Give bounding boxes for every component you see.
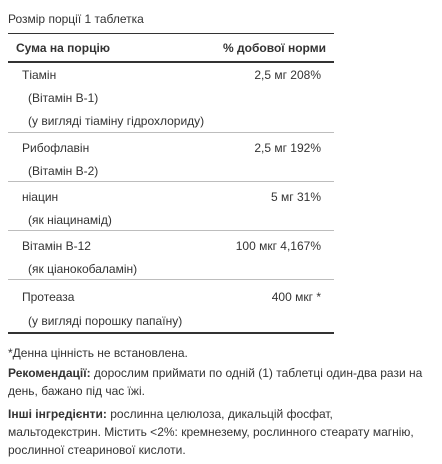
nutrient-value: 2,5 мг 192%	[254, 141, 321, 155]
table-header	[8, 34, 334, 63]
nutrient-sub: (Вітамін В-2)	[28, 164, 99, 178]
nutrient-name: Тіамін	[22, 68, 57, 82]
nutrient-value: 400 мкг *	[271, 290, 321, 304]
nutrient-value: 100 мкг 4,167%	[235, 239, 321, 253]
recommendations-text: дорослим приймати по одній (1) таблетці один-два рази на день, бажано під час їжі.	[8, 366, 423, 398]
header-daily-value: % добової норми	[223, 41, 326, 55]
nutrient-sub: (у вигляді порошку папаїну)	[28, 314, 183, 328]
nutrient-value: 2,5 мг 208%	[254, 68, 321, 82]
nutrient-name: ніацин	[22, 190, 59, 204]
nutrient-sub: (Вітамін В-1)	[28, 91, 99, 105]
nutrient-sub: (як ціанокобаламін)	[28, 262, 138, 276]
ingredients-text: рослинна целюлоза, дикальцій фосфат, мальтодекстрин. Містить <2%: кремнезему, рослинного стеарату магнію, рослинної стеаринової кислоти.	[8, 407, 414, 457]
nutrient-row-riboflavin	[8, 133, 334, 182]
nutrient-row-niacin	[8, 182, 334, 231]
nutrient-name: Протеаза	[22, 290, 75, 304]
other-ingredients	[8, 405, 428, 459]
nutrient-sub: (як ніацинамід)	[28, 213, 112, 227]
nutrient-row-vitamin-b12	[8, 231, 334, 280]
nutrient-row-protease	[8, 280, 334, 334]
daily-value-footnote: *Денна цінність не встановлена.	[8, 346, 188, 360]
nutrient-sub: (у вигляді тіаміну гідрохлориду)	[28, 114, 205, 128]
nutrient-value: 5 мг 31%	[271, 190, 321, 204]
nutrient-row-thiamin	[8, 61, 334, 133]
recommendations-label: Рекомендації:	[8, 366, 91, 380]
nutrient-name: Вітамін B-12	[22, 239, 91, 253]
nutrient-name: Рибофлавін	[22, 141, 90, 155]
header-amount-per-serving: Сума на порцію	[16, 41, 111, 55]
serving-size: Розмір порції 1 таблетка	[8, 12, 144, 26]
recommendations	[8, 364, 428, 400]
ingredients-label: Інші інгредієнти:	[8, 407, 107, 421]
